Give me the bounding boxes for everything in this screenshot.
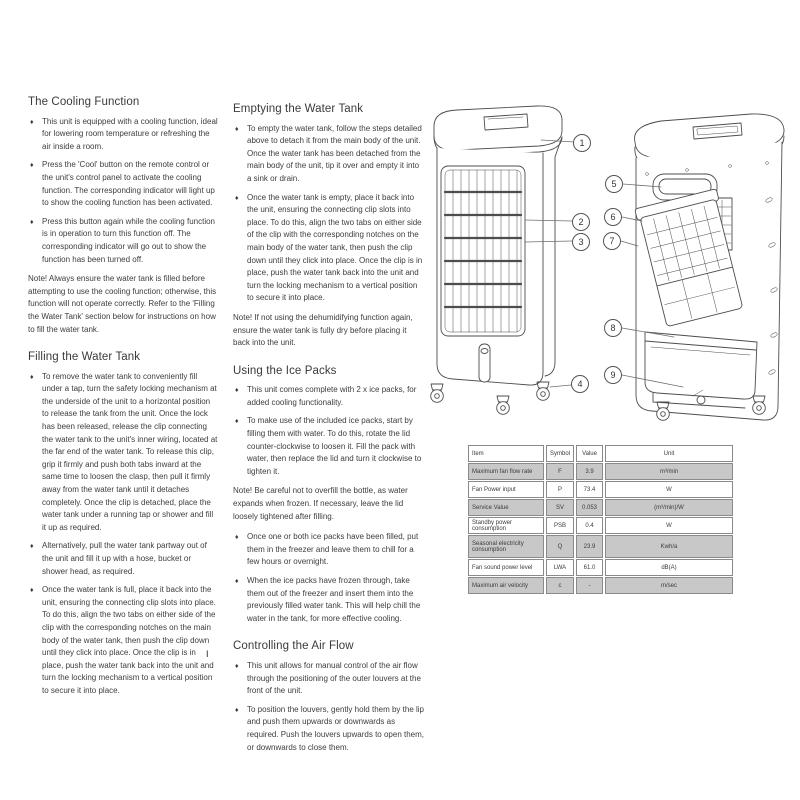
cell-symbol: LWA [546,559,574,576]
cell-item: Maximum fan flow rate [468,463,544,480]
bullet-item [28,371,218,535]
bullet-diamond-icon: ♦ [235,194,239,202]
callout-6: 6 [604,208,622,226]
rear-view-diagram [635,114,785,420]
bullet-diamond-icon: ♦ [235,534,239,542]
table-row [468,577,733,594]
note-paragraph: Note! Always ensure the water tank is filled before attempting to use the cooling function; otherwise, this function will not operate correctly. Refer to the 'Filling the Water Tank' section below for instructions on how to fill the water tank. [28,274,217,334]
bullet-item [28,584,218,697]
bullet-diamond-icon: ♦ [235,578,239,585]
callout-7: 7 [603,232,621,250]
bullet-diamond-icon: ♦ [30,118,34,126]
bullet-text: Press this button again while the cooling function is in operation to turn this function off. The corresponding indicator will go out to show the function has been turned off. [42,216,215,264]
bullet-text: Alternatively, pull the water tank partway out of the unit and fill it up with a hose, bucket or shower head, as required. [42,541,207,576]
callout-4: 4 [571,375,589,393]
front-view-diagram [431,106,562,414]
bullet-text: Once the water tank is full, place it back into the unit, ensuring the connecting clip slots into place. To do this, align the two tabs on either side of the clip with the corresponding notches on the main body of the water tank, then push the clip down until they click into place. Once the clip is in place, push the water tank back into the unit and turn the locking mechanism to a vertical position to secure it into place. [42,585,216,695]
bullet-text: To remove the water tank to conveniently fill under a tap, turn the safety locking mechanism at the underside of the unit to a horizontal position to release the tank from the unit. Once the lock has been released, release the clip connecting the water tank to the unit's inner wiring, located at the far end of the water tank. To release this clip, grip it firmly and push both tabs inward at the same time to loosen the clasp, then pull it firmly away from the water tank until it detaches completely. Once the clip is detached, place the water tank under a running tap or shower and fill it up as required. [42,371,218,532]
cell-item: Standby power consumption [468,517,544,534]
bullet-diamond-icon: ♦ [30,162,34,170]
section-heading-air-flow: Controlling the Air Flow [233,640,354,653]
bullet-item [233,192,425,305]
callout-1: 1 [573,134,591,152]
bullet-text: To empty the water tank, follow the steps detailed above to detach it from the main body of the unit. Once the water tank has been detached from the main body of the unit, tip it over and empty it into a sink or drain. [247,123,422,183]
bullet-diamond-icon: ♦ [235,418,239,426]
bullet-text: To position the louvers, gently hold them by the lip and push them upwards or downwards as required. Push the louvers upwards to open them, or downwards to close them. [247,704,424,752]
cell-value: 23.9 [576,535,603,558]
bullet-item [233,704,425,754]
spec-table [466,444,735,595]
table-row [468,559,733,576]
cell-symbol: SV [546,499,574,516]
callout-9: 9 [604,366,622,384]
callout-8: 8 [604,319,622,337]
note-paragraph: Note! Be careful not to overfill the bottle, as water expands when frozen. If necessary, leave the lid loosely tightened after filling. [233,486,408,521]
cell-value: 0.053 [576,499,603,516]
bullet-text: This unit allows for manual control of the air flow through the positioning of the outer louvers at the front of the unit. [247,660,421,696]
cell-item: Fan Power input [468,481,544,498]
cell-value: 0.4 [576,517,603,534]
cell-value: 3.9 [576,463,603,480]
col-header-item: Item [468,445,544,462]
cell-symbol: Q [546,535,574,558]
bullet-diamond-icon: ♦ [30,218,34,226]
bullet-text: Once one or both ice packs have been filled, put them in the freezer and leave them to chill for a few hours or overnight. [247,532,419,567]
cell-item: Service Value [468,499,544,516]
bullet-item [28,216,218,266]
bullet-diamond-icon: ♦ [30,373,34,381]
note-paragraph: Note! If not using the dehumidifying function again, ensure the water tank is fully dry before placing it back into the unit. [233,312,413,348]
bullet-diamond-icon: ♦ [235,125,239,133]
cell-unit: m³/min [605,463,733,480]
cell-symbol: c [546,577,574,594]
callout-2: 2 [572,213,590,231]
cell-value: - [576,577,603,594]
cell-unit: dB(A) [605,559,733,576]
bullet-item [233,575,425,625]
cell-unit: W [605,481,733,498]
bullet-text: Press the 'Cool' button on the remote control or the unit's control panel to activate the cooling function. The corresponding indicator will light up to show the cooling function has been activated. [42,160,215,208]
table-row [468,463,733,480]
cell-item: Seasonal electricity consumption [468,535,544,558]
bullet-text: Once the water tank is empty, place it back into the unit, ensuring the connecting clip slots into place. To do this, align the two tabs on either side of the clip with the corresponding notches on the main body of the water tank, then push the clip down until they click into place. Once the clip is in place, push the water tank back into the unit and turn the locking mechanism to a vertical position to secure it into place. [247,192,423,303]
cell-symbol: PSB [546,517,574,534]
cell-item: Fan sound power level [468,559,544,576]
bullet-diamond-icon: ♦ [30,587,34,595]
cell-value: 61.0 [576,559,603,576]
bullet-text: To make use of the included ice packs, start by filling them with water. To do this, rotate the lid counter-clockwise to loosen it. Fill the pack with water, then replace the lid and turn it clockwise to tighten it. [247,416,422,476]
section-heading-ice-packs: Using the Ice Packs [233,364,337,377]
callout-5: 5 [605,175,623,193]
bullet-item [28,540,218,578]
cell-symbol: P [546,481,574,498]
cell-value: 73.4 [576,481,603,498]
middle-column [233,103,425,760]
bullet-diamond-icon: ♦ [235,706,239,714]
bullet-text: When the ice packs have frozen through, take them out of the freezer and insert them into the previously filled water tank. This will help chill the water in the tank, for more effective cooling. [247,576,421,623]
table-row [468,481,733,498]
section-heading-filling: Filling the Water Tank [28,351,141,364]
cell-unit: (m³/min)/W [605,499,733,516]
bullet-item [233,123,425,186]
table-row [468,499,733,516]
left-column [28,96,218,704]
col-header-unit: Unit [605,445,733,462]
cell-unit: Kwh/a [605,535,733,558]
section-heading-emptying: Emptying the Water Tank [233,103,364,115]
callout-3: 3 [572,233,590,251]
cell-symbol: F [546,463,574,480]
cell-unit: m/sec [605,577,733,594]
section-heading-cooling: The Cooling Function [28,96,140,108]
bullet-item [233,660,425,698]
bullet-item [28,159,218,209]
table-row [468,535,733,558]
bullet-item [233,531,425,569]
bullet-text: This unit comes complete with 2 x ice packs, for added cooling functionality. [247,385,417,407]
bullet-diamond-icon: ♦ [235,387,239,395]
col-header-value: Value [576,445,603,462]
text-cursor-mark: I [206,649,209,659]
table-header-row [468,445,733,462]
bullet-item [233,415,425,478]
bullet-item [233,384,425,409]
bullet-item [28,116,218,154]
bullet-diamond-icon: ♦ [30,543,34,551]
col-header-symbol: Symbol [546,445,574,462]
bullet-text: This unit is equipped with a cooling function, ideal for lowering room temperature or refreshing the air inside a room. [42,116,218,151]
bullet-diamond-icon: ♦ [235,662,239,670]
unit-diagrams [425,100,795,435]
cell-item: Maximum air velocity [468,577,544,594]
cell-unit: W [605,517,733,534]
table-row [468,517,733,534]
